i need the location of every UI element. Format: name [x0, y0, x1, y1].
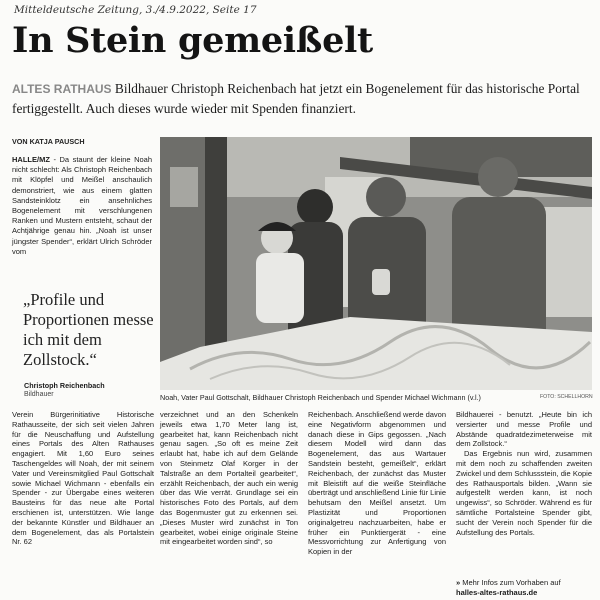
pull-quote-name: Christoph Reichenbach	[24, 381, 105, 390]
body-paragraph-result: Das Ergebnis nun wird, zusammen mit dem noch zu schaffenden zweiten Zwickel und dem Schlussstein, die Kopie des Rathausportals bilden. „Wann sie aufgestellt werden kann, ist noch ungewiss“, so Schröder. Während es für sämtliche Portalsteine Spender gibt, sucht der Verein noch Spender für die Aufstellung des Portals.	[456, 449, 592, 537]
byline: VON KATJA PAUSCH	[12, 137, 85, 146]
body-column-2: verzeichnet und an den Schenkeln jeweils etwa 1,70 Meter lang ist, gearbeitet hat, kann Reichenbach nicht genau sagen. „So oft es meine Zeit erlaubt hat, habe ich auf dem Gelände von Steinmetz Olaf Korger in der Talstraße an dem Portalteil gearbeitet“, erzählt Reichenbach, der auch ein wenig über das Wie verrät. Grundlage sei ein historisches Foto des Portals, auf dem das Bogenmuster gut zu erkennen sei. „Dieses Muster wird zunächst in Ton gearbeitet, wobei einige originale Steine mit eingearbeitet worden sind“, so	[160, 410, 298, 547]
photo-caption: Noah, Vater Paul Gottschalt, Bildhauer Christoph Reichenbach und Spender Michael Wichmann (v.l.)	[160, 393, 481, 402]
headline: In Stein gemeißelt	[12, 20, 373, 61]
article-photo	[160, 137, 592, 390]
workshop-scene-illustration	[160, 137, 592, 390]
info-link[interactable]: halles-altes-rathaus.de	[456, 587, 538, 597]
deck	[12, 79, 592, 118]
kicker: ALTES RATHAUS	[12, 82, 112, 96]
pull-quote-role: Bildhauer	[24, 391, 54, 398]
photo-credit: FOTO: SCHELLHORN	[540, 394, 593, 400]
body-column-1: Verein Bürgerinitiative Historische Rathausseite, der sich seit vielen Jahren für die Neuschaffung und Aufstellung eines Portals des Alten Rathauses engagiert. Mit 1,60 Euro seines Taschengeldes will Noah, der mit seinem Vater und Vereinsmitglied Paul Gottschalt sowie Michael Wichmann - ebenfalls ein Spender - zur Übergabe eines weiteren Bausteins für das neue alte Portal erschienen ist, unterstützen. Wie lange der bekannte Künstler und Bildhauer an dem Bogenelement, das als Portalstein Nr. 62	[12, 410, 154, 547]
info-box	[456, 578, 561, 597]
body-column-4	[456, 410, 592, 537]
info-text: Mehr Infos zum Vorhaben auf	[462, 578, 561, 587]
dateline: HALLE/MZ	[12, 155, 50, 164]
info-arrow: »	[456, 578, 461, 587]
handwritten-source-note: Mitteldeutsche Zeitung, 3./4.9.2022, Seite 17	[14, 4, 257, 16]
intro-text: - Da staunt der kleine Noah nicht schlecht: Als Christoph Reichenbach mit Klöpfel und Meißel anschaulich demonstriert, wie aus einem glatten Sandsteinklotz ein ansehnliches Bogenelement mit verschlungenen Ranken und Mustern entsteht, schaut der Achtjährige genau hin. „Noah ist unser jüngster Spender“, erklärt Ulrich Schröder vom	[12, 155, 152, 256]
body-paragraph-quote: Bildhauerei - benutzt. „Heute bin ich versierter und messe Profile und Abstände quadratdezimeterweise mit dem Zollstock.“	[456, 410, 592, 449]
intro-column	[12, 155, 152, 257]
body-column-3: Reichenbach. Anschließend werde davon eine Negativform abgenommen und danach diese in Gips gegossen. „Nach diesem Modell wird dann das Bogenelement, das aus Wartauer Sandstein besteht, gemeißelt“, erklärt Reichenbach, der zunächst das Muster mit Bleistift auf die weiße Steinfläche überträgt und anschließend Linie für Linie behutsam den Meißel ansetzt. Um Plastizität und Proportionen originalgetreu nachzuarbeiten, habe er früher ein Punktiergerät - eine Messvorrichtung zur Anfertigung von Kopien in der	[308, 410, 447, 557]
pull-quote: „Profile und Proportionen messe ich mit dem Zollstock.“	[23, 290, 154, 369]
deck-text: Bildhauer Christoph Reichenbach hat jetzt ein Bogenelement für das historische Portal fertiggestellt. Auch dieses wurde wieder mit Spenden finanziert.	[12, 81, 580, 116]
